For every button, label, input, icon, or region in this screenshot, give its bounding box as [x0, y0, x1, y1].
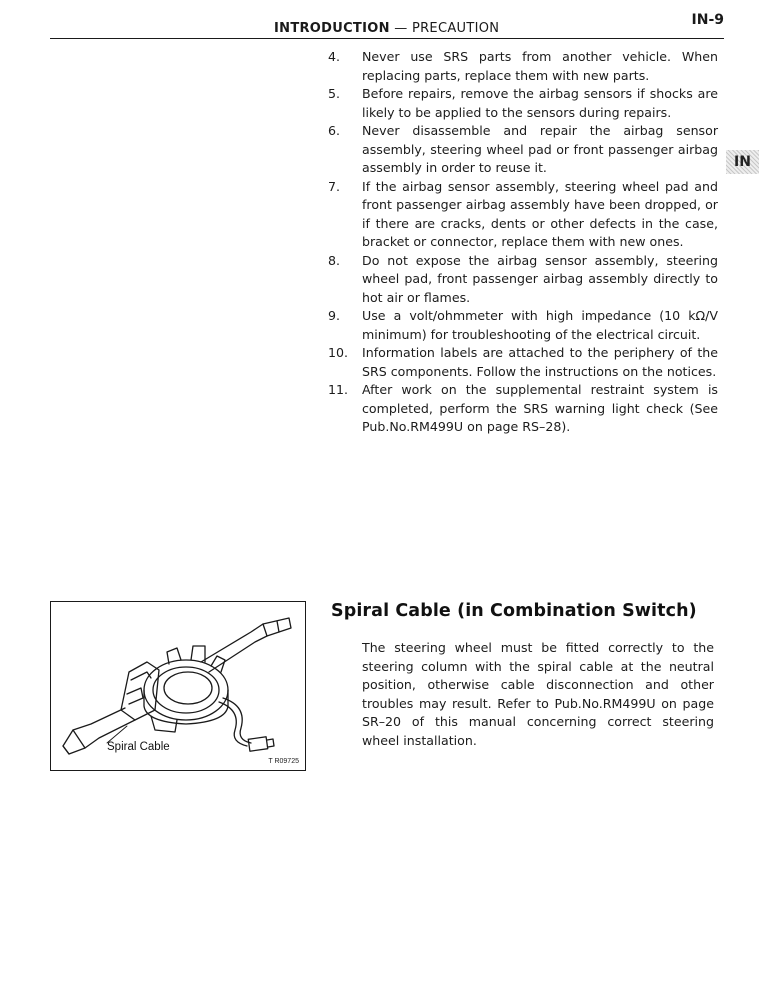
list-item-number: 6.: [328, 123, 341, 138]
list-item: [328, 85, 718, 122]
list-item-number: 7.: [328, 178, 341, 194]
header-section: INTRODUCTION: [274, 21, 390, 36]
list-item-number: 10.: [328, 345, 349, 360]
header-title: [274, 21, 499, 36]
list-item-text: Information labels are attached to the periphery of the SRS components. Follow the instructions on the notices.: [362, 345, 718, 379]
section-tab: IN: [726, 150, 759, 174]
list-item-text: After work on the supplemental restraint system is completed, perform the SRS warning light check (See Pub.No.RM499U on page RS–28).: [362, 382, 718, 434]
precaution-list: [328, 48, 718, 437]
list-item-text: Never disassemble and repair the airbag sensor assembly, steering wheel pad or front passenger airbag assembly in order to reuse it.: [362, 123, 718, 175]
list-item-text: Use a volt/ohmmeter with high impedance (10 kΩ/V minimum) for troubleshooting of the electrical circuit.: [362, 308, 718, 342]
list-item-text: Do not expose the airbag sensor assembly, steering wheel pad, front passenger airbag assembly directly to hot air or flames.: [362, 252, 718, 305]
list-item-text: Before repairs, remove the airbag sensors if shocks are likely to be applied to the sensors during repairs.: [362, 86, 718, 120]
list-item-text: Never use SRS parts from another vehicle. When replacing parts, replace them with new parts.: [362, 49, 718, 83]
list-item: [328, 252, 718, 308]
figure-label: Spiral Cable: [107, 741, 170, 753]
section-body: The steering wheel must be fitted correctly to the steering column with the spiral cable at the neutral position, otherwise cable disconnection and other troubles may result. Refer to Pub.No.RM499U on page SR–20 of this manual concerning correct steering wheel installation.: [362, 640, 714, 748]
list-item: [328, 381, 718, 437]
list-item-number: 11.: [328, 382, 349, 397]
list-item: [328, 178, 718, 252]
header-separator: —: [389, 21, 412, 36]
list-item: [328, 344, 718, 381]
header-subsection: PRECAUTION: [411, 21, 500, 36]
list-item: [328, 307, 718, 344]
combination-switch-illustration: [51, 602, 304, 769]
page-number: IN-9: [691, 12, 724, 28]
list-item-number: 8.: [328, 252, 341, 268]
page-header: [50, 12, 724, 39]
list-item-number: 4.: [328, 49, 341, 64]
figure-code: T R09725: [268, 758, 299, 765]
list-item-number: 9.: [328, 308, 341, 323]
section-title: Spiral Cable (in Combination Switch): [331, 601, 697, 621]
list-item: [328, 122, 718, 178]
list-item-text: If the airbag sensor assembly, steering wheel pad and front passenger airbag assembly have been dropped, or if there are cracks, dents or other defects in the case, bracket or connector, replace them with new ones.: [362, 178, 718, 249]
spiral-cable-figure: [50, 601, 306, 771]
list-item: [328, 48, 718, 85]
list-item-number: 5.: [328, 86, 341, 101]
